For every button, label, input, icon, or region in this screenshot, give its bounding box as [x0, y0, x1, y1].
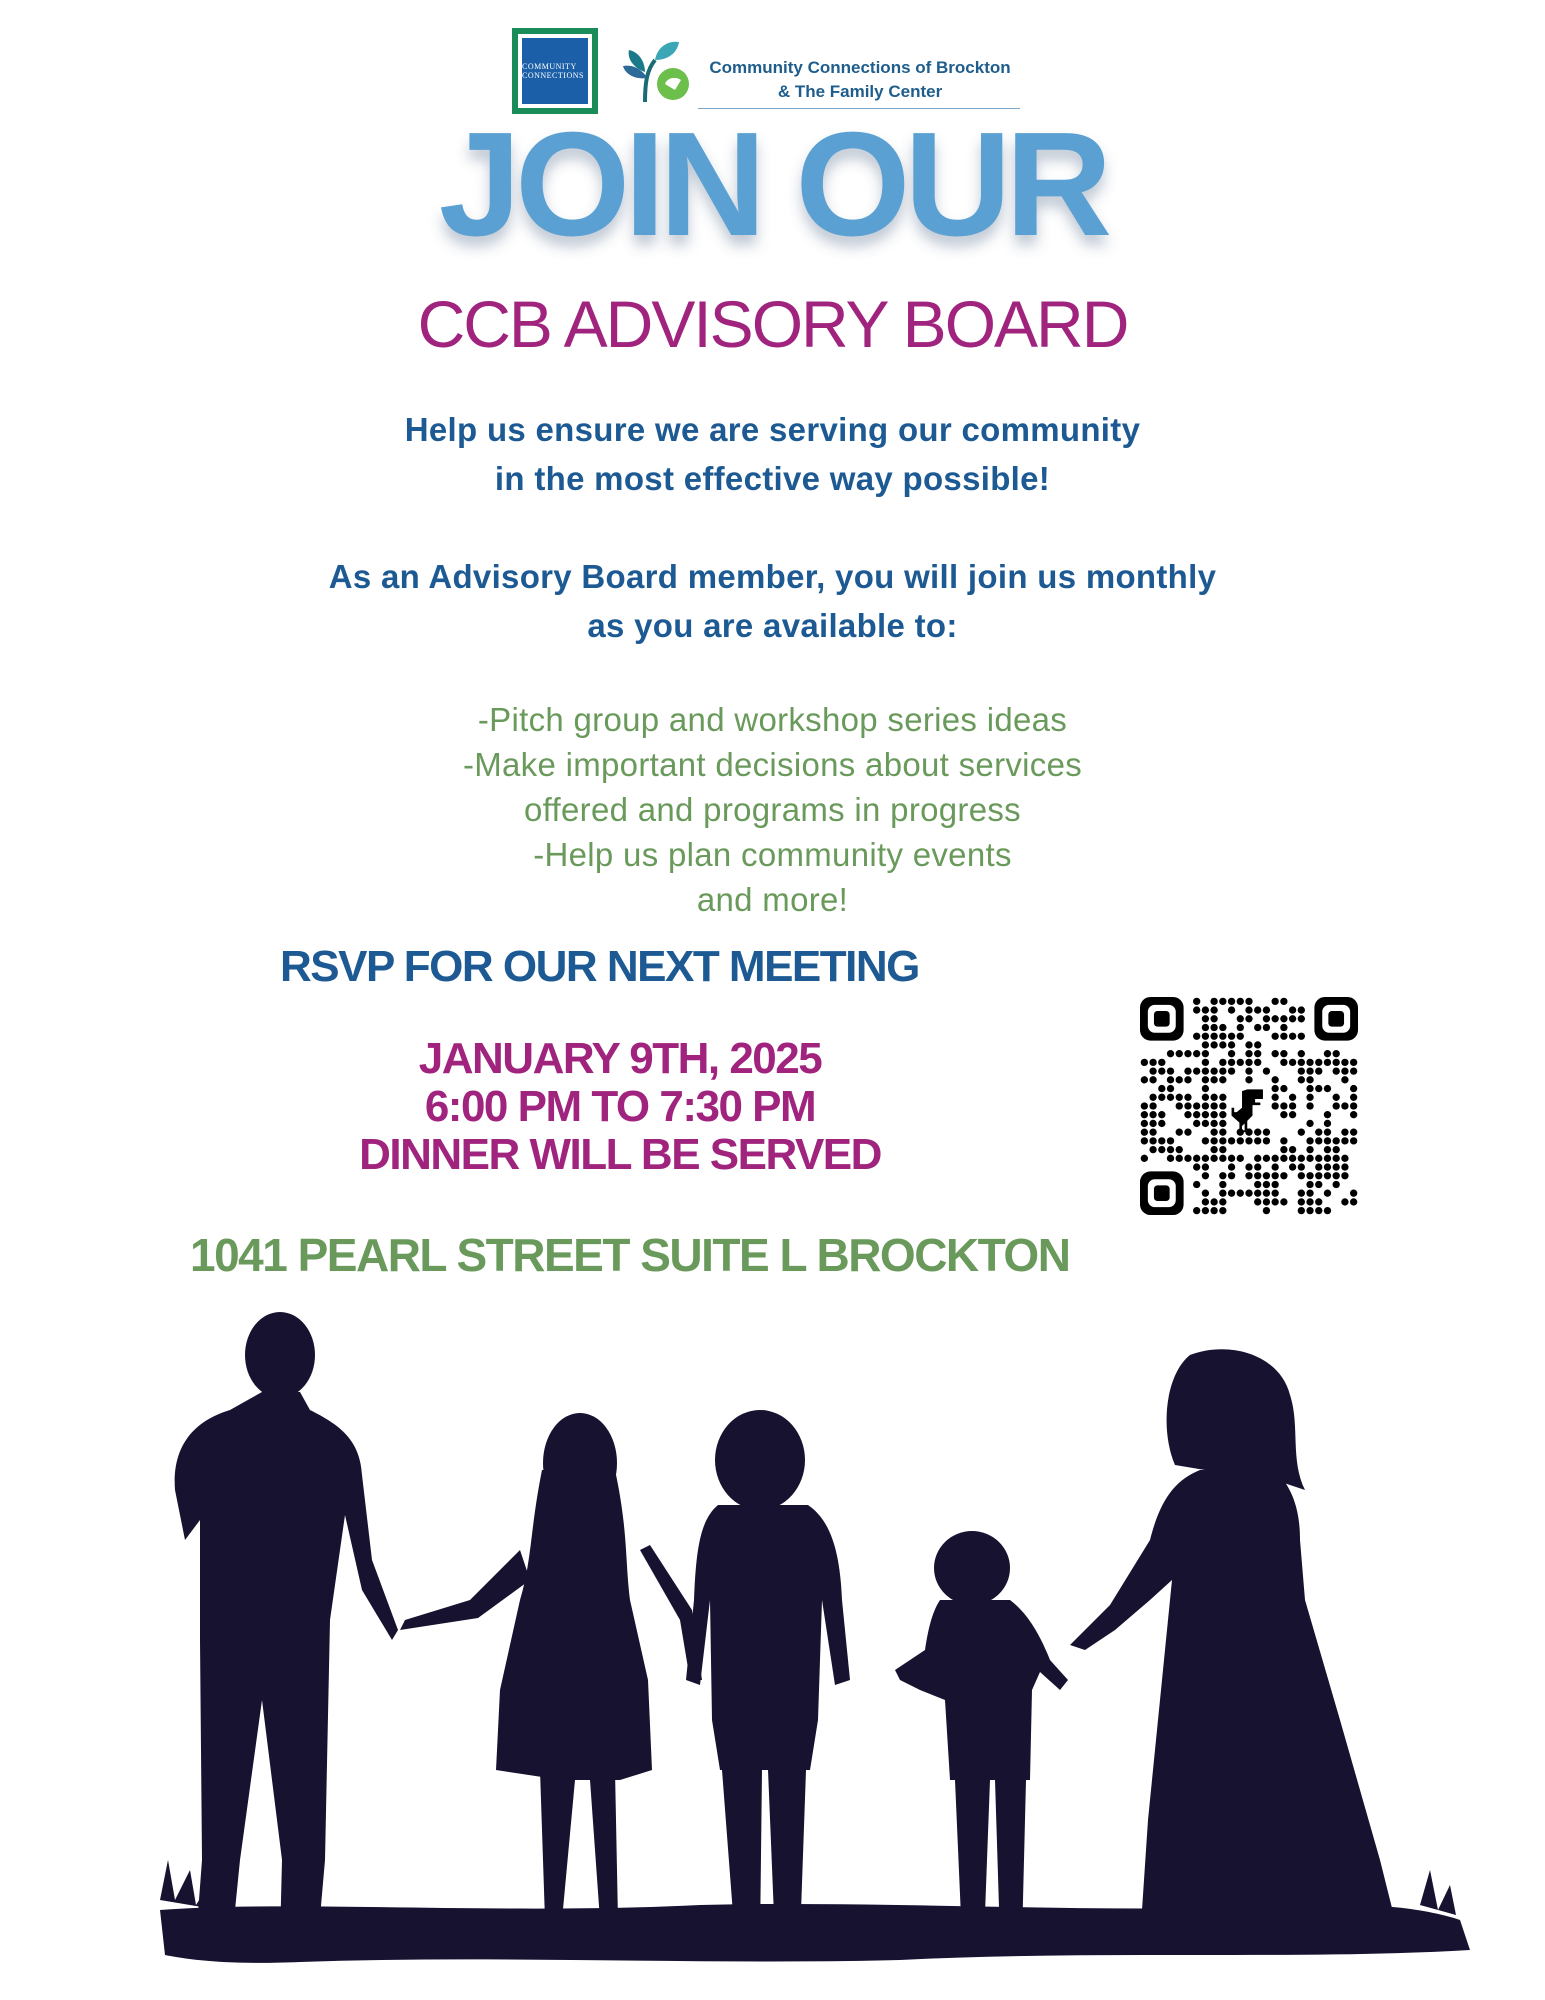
event-time: 6:00 PM TO 7:30 PM [424, 1082, 816, 1131]
intro-line-1: Help us ensure we are serving our community [404, 411, 1141, 448]
member-line-2: as you are available to: [587, 607, 958, 644]
member-line-1: As an Advisory Board member, you will join us monthly [328, 558, 1217, 595]
qr-finder-top-right [1314, 997, 1358, 1041]
logo-word: COMMUNITY CONNECTIONS [522, 62, 584, 80]
rsvp-heading: RSVP FOR OUR NEXT MEETING [280, 942, 919, 991]
dinosaur-icon [1229, 1086, 1269, 1132]
organization-name [700, 56, 1020, 104]
responsibilities-list [0, 697, 1545, 922]
event-dinner: DINNER WILL BE SERVED [359, 1130, 881, 1179]
org-line-2: & The Family Center [777, 82, 943, 101]
qr-finder-top-left [1140, 997, 1184, 1041]
list-item: -Make important decisions about services [462, 746, 1083, 783]
org-line-1: Community Connections of Brockton [709, 58, 1011, 77]
headline: JOIN OUR [438, 102, 1107, 267]
event-details [240, 1035, 1000, 1179]
list-item: and more! [696, 881, 849, 918]
member-paragraph [0, 552, 1545, 650]
intro-paragraph [0, 405, 1545, 503]
list-item: -Help us plan community events [533, 836, 1012, 873]
qr-code-icon[interactable] [1140, 997, 1358, 1215]
logo-wordmark [522, 38, 588, 104]
subtitle: CCB ADVISORY BOARD [417, 287, 1128, 361]
list-item: offered and programs in progress [524, 791, 1021, 828]
event-address: 1041 PEARL STREET SUITE L BROCKTON [190, 1229, 1070, 1281]
qr-finder-bottom-left [1140, 1171, 1184, 1215]
family-silhouette-image [0, 1300, 1545, 2000]
intro-line-2: in the most effective way possible! [494, 460, 1051, 497]
list-item: -Pitch group and workshop series ideas [477, 701, 1068, 738]
event-date: JANUARY 9TH, 2025 [418, 1034, 822, 1083]
